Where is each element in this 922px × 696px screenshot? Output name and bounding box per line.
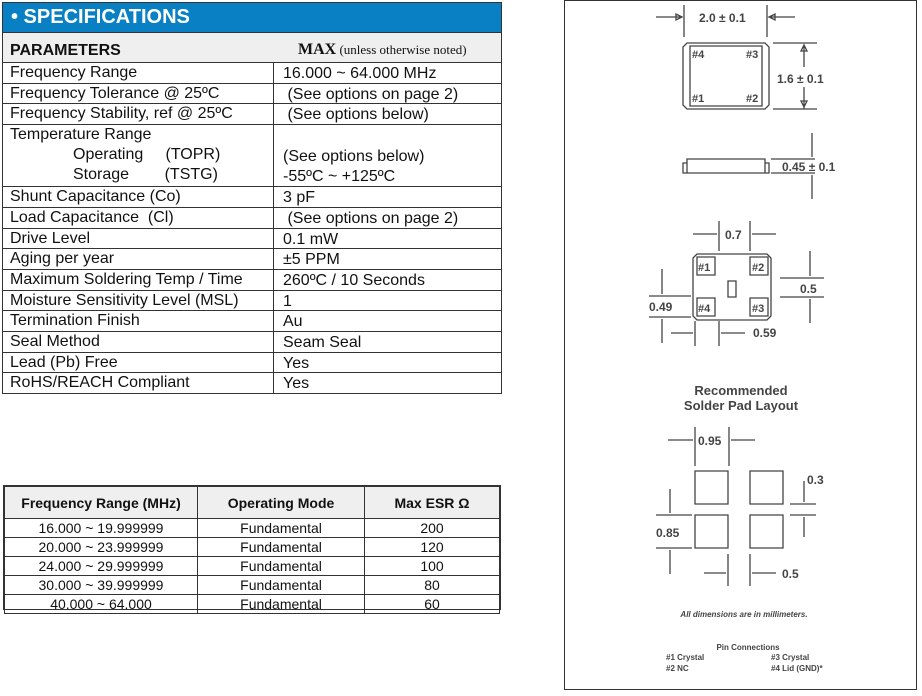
table-cell: 200 — [365, 519, 500, 538]
svg-text:Solder Pad Layout: Solder Pad Layout — [683, 398, 799, 413]
table-row — [3, 83, 501, 104]
table-cell: Fundamental — [198, 538, 365, 557]
col-header: Frequency Range (MHz) — [5, 487, 198, 519]
table-row — [3, 186, 501, 207]
table-row — [5, 538, 500, 557]
parameter-name: Maximum Soldering Temp / Time — [10, 270, 243, 288]
table-row — [3, 269, 501, 290]
table-row — [3, 103, 501, 124]
svg-text:#4: #4 — [692, 49, 705, 61]
specifications-table — [2, 2, 502, 394]
svg-text:#1: #1 — [698, 262, 711, 274]
table-cell: 30.000 ~ 39.999999 — [5, 576, 198, 595]
svg-text:#1: #1 — [692, 93, 705, 105]
units-note: All dimensions are in millimeters. — [680, 610, 808, 619]
dimension-drawing — [564, 0, 917, 690]
parameter-name: Seal Method — [10, 333, 100, 350]
svg-text:#2: #2 — [746, 93, 759, 105]
parameter-value: Yes — [283, 375, 310, 393]
parameter-name: Moisture Sensitivity Level (MSL) — [10, 291, 239, 309]
parameter-value: (See options below) — [283, 148, 425, 166]
table-cell: 120 — [365, 538, 500, 557]
parameter-name: Frequency Tolerance @ 25ºC — [10, 84, 220, 102]
svg-text:Recommended: Recommended — [694, 383, 788, 398]
svg-text:#1 Crystal: #1 Crystal — [666, 653, 705, 662]
parameter-value: Au — [283, 313, 303, 331]
table-row — [3, 124, 501, 186]
parameter-value: Yes — [283, 354, 310, 372]
svg-text:#4: #4 — [698, 303, 711, 315]
table-row — [5, 557, 500, 576]
svg-text:#2 NC: #2 NC — [666, 664, 689, 673]
table-row — [5, 519, 500, 538]
svg-text:0.49: 0.49 — [649, 300, 673, 314]
table-row — [3, 352, 501, 373]
table-cell: 20.000 ~ 23.999999 — [5, 538, 198, 557]
parameter-name: Load Capacitance (Cl) — [10, 208, 174, 226]
table-cell: Fundamental — [198, 519, 365, 538]
table-cell: Fundamental — [198, 595, 365, 614]
svg-text:0.59: 0.59 — [753, 326, 777, 340]
table-cell: 24.000 ~ 29.999999 — [5, 557, 198, 576]
table-row — [3, 228, 501, 249]
parameter-value: (See options on page 2) — [283, 85, 459, 103]
table-cell: Fundamental — [198, 557, 365, 576]
svg-text:Pin Connections: Pin Connections — [716, 643, 780, 652]
parameter-value: 16.000 ~ 64.000 MHz — [283, 65, 437, 82]
table-cell: 40.000 ~ 64.000 — [5, 595, 198, 614]
parameters-header: PARAMETERS — [10, 42, 121, 59]
table-row — [3, 290, 501, 311]
specifications-title: • SPECIFICATIONS — [3, 3, 501, 32]
svg-text:0.5: 0.5 — [800, 282, 817, 296]
parameter-value: (See options below) — [283, 106, 429, 124]
max-header: MAX (unless otherwise noted) — [298, 41, 467, 58]
pin-connections — [666, 643, 823, 673]
svg-text:0.95: 0.95 — [698, 434, 722, 448]
table-cell: Fundamental — [198, 576, 365, 595]
parameter-name: Operating (TOPR) — [73, 146, 221, 164]
svg-text:0.3: 0.3 — [807, 473, 824, 487]
parameter-name: Lead (Pb) Free — [10, 353, 118, 371]
table-cell: 100 — [365, 557, 500, 576]
svg-text:#2: #2 — [752, 262, 765, 274]
parameter-name: Frequency Stability, ref @ 25ºC — [10, 105, 233, 123]
parameter-name: Storage (TSTG) — [73, 166, 218, 184]
parameter-value: 3 pF — [283, 189, 316, 207]
parameter-name: Shunt Capacitance (Co) — [10, 188, 181, 206]
parameter-value: 0.1 mW — [283, 230, 339, 248]
bottom-view — [649, 221, 824, 346]
parameter-name: Temperature Range — [10, 126, 152, 144]
table-header — [3, 32, 501, 62]
col-header: Operating Mode — [198, 487, 365, 519]
table-row — [3, 331, 501, 352]
table-row — [5, 576, 500, 595]
table-cell: 60 — [365, 595, 500, 614]
table-row — [5, 595, 500, 614]
svg-text:#4 Lid (GND)*: #4 Lid (GND)* — [771, 664, 823, 673]
parameter-name: Termination Finish — [10, 312, 140, 330]
solder-pad-layout — [656, 383, 824, 586]
table-cell: 16.000 ~ 19.999999 — [5, 519, 198, 538]
svg-text:0.7: 0.7 — [725, 228, 742, 242]
parameter-value: ±5 PPM — [283, 251, 340, 269]
svg-text:#3: #3 — [746, 49, 759, 61]
parameter-name: RoHS/REACH Compliant — [10, 374, 190, 392]
table-cell: 80 — [365, 576, 500, 595]
svg-text:0.5: 0.5 — [782, 567, 799, 581]
parameter-name: Frequency Range — [10, 64, 138, 81]
col-header: Max ESR Ω — [365, 487, 500, 519]
table-row — [3, 207, 501, 228]
parameter-value: Seam Seal — [283, 334, 362, 351]
table-row — [3, 62, 501, 83]
parameter-value: 1 — [283, 292, 292, 310]
parameter-name: Drive Level — [10, 229, 91, 247]
top-view — [656, 5, 824, 109]
table-row — [3, 248, 501, 269]
table-row — [3, 372, 501, 393]
esr-table — [3, 485, 501, 610]
svg-text:2.0 ± 0.1: 2.0 ± 0.1 — [699, 11, 746, 25]
parameter-value: (See options on page 2) — [283, 209, 459, 227]
parameter-name: Aging per year — [10, 250, 115, 268]
side-view — [683, 133, 836, 199]
svg-text:#3 Crystal: #3 Crystal — [771, 653, 810, 662]
svg-text:1.6 ± 0.1: 1.6 ± 0.1 — [777, 72, 824, 86]
table-header — [5, 487, 500, 519]
parameter-value: -55ºC ~ +125ºC — [283, 168, 396, 186]
svg-text:#3: #3 — [752, 303, 765, 315]
table-row — [3, 310, 501, 331]
parameter-value: 260ºC / 10 Seconds — [283, 271, 425, 289]
svg-text:0.45 ± 0.1: 0.45 ± 0.1 — [782, 160, 836, 174]
svg-text:0.85: 0.85 — [656, 526, 680, 540]
